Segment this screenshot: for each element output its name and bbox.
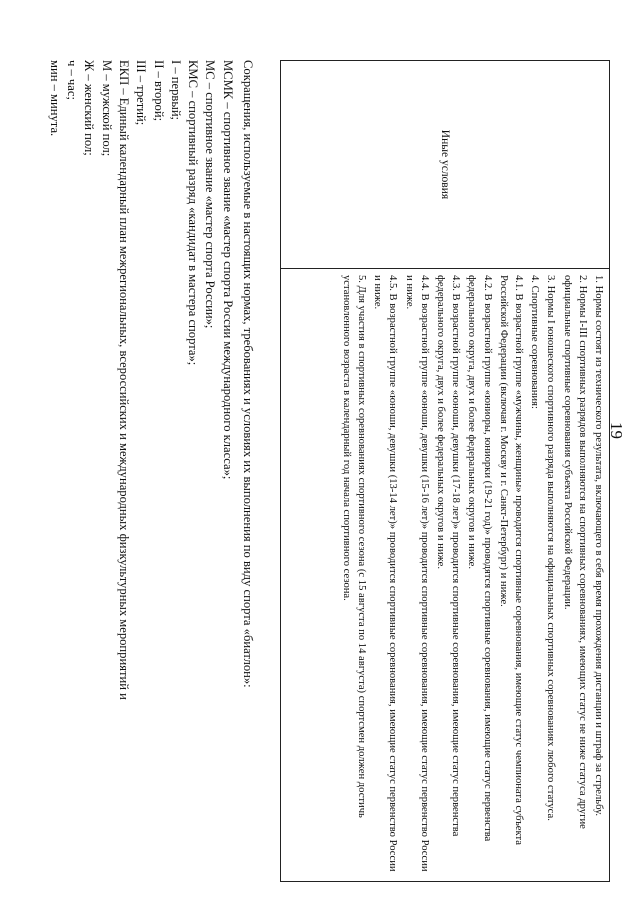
condition-item: 4.1. В возрастной группе «мужчины, женщины» проводится спортивные соревнования, имеющие статус чемпионата субъекта Российской Федерации (включая г. Москву и г. Санкт-Петербург) и ниже.	[497, 275, 524, 845]
condition-item: 2. Нормы I-III спортивных разрядов выполняются на спортивных соревнованиях, имеющих статус не ниже статуса другие официальные спортивные соревнования субъекта Российской Федерации.	[561, 275, 588, 829]
condition-item: 4. Спортивные соревнования:	[529, 275, 541, 409]
abbreviations-intro: Сокращения, используемые в настоящих нормах, требованиях и условиях их выполнения по виду спорта «биатлон»:	[241, 60, 255, 688]
abbreviation-item: ЕКП – Единый календарный план межрегиональных, всероссийских и международных физкультурных мероприятий и	[116, 60, 131, 700]
abbreviation-item: II – второй;	[151, 60, 166, 122]
abbreviation-item: КМС – спортивный разряд «кандидат в мастера спорта»;	[186, 60, 201, 366]
abbreviation-item: М – мужской пол;	[99, 60, 114, 157]
abbreviation-item: ч – час;	[65, 60, 80, 100]
condition-item: 3. Нормы I юношеского спортивного разряда выполняются на официальных спортивных соревнованиях любого статуса.	[545, 275, 557, 821]
table-label-cell	[281, 61, 609, 269]
condition-item: 4.5. В возрастной группе «юноши, девушки (13-14 лет)» проводится спортивные соревнования, имеющие статус первенство России и ниже.	[372, 275, 399, 872]
table-content-cell	[281, 269, 609, 881]
abbreviation-item: МС – спортивное звание «мастер спорта России»;	[203, 60, 218, 329]
condition-item: 4.4. В возрастной группе «юноши, девушки (15-16 лет)» проводится спортивные соревнования, имеющие статус первенство России и ниже.	[403, 275, 430, 872]
abbreviation-item: I – первый;	[168, 60, 183, 121]
abbreviation-item: мин – минута.	[47, 60, 62, 137]
table-label: Иные условия	[439, 129, 451, 200]
abbreviations-section	[45, 60, 256, 880]
condition-item: 4.3. В возрастной группе «юноши, девушки (17-18 лет)» проводится спортивные соревнования, имеющие статус первенства федерального округа, двух и более федеральных округов и ниже.	[434, 275, 462, 837]
condition-item: 5. Для участия в спортивных соревнованиях спортивного сезона (с 15 августа по 14 августа) спортсмен должен достичь установленного возраста в календарный год начала спортивного сезона.	[340, 275, 367, 818]
condition-item: 4.2. В возрастной группе «юниоры, юниорки (19-21 год)» проводятся спортивные соревнования, имеющие статус первенства федерального округа, двух и более федеральных округов и ниже.	[466, 275, 493, 842]
abbreviation-item: Ж – женский пол;	[82, 60, 97, 156]
condition-item: 1. Нормы состоят из технического результата, включающего в себя время прохождения дистанции и штраф за стрельбу.	[593, 275, 604, 816]
conditions-table	[280, 60, 610, 882]
abbreviation-item: III – третий;	[134, 60, 149, 126]
page-number: 19	[607, 422, 626, 439]
abbreviation-item: МСМК – спортивное звание «мастер спорта России международного класса»;	[220, 60, 235, 480]
